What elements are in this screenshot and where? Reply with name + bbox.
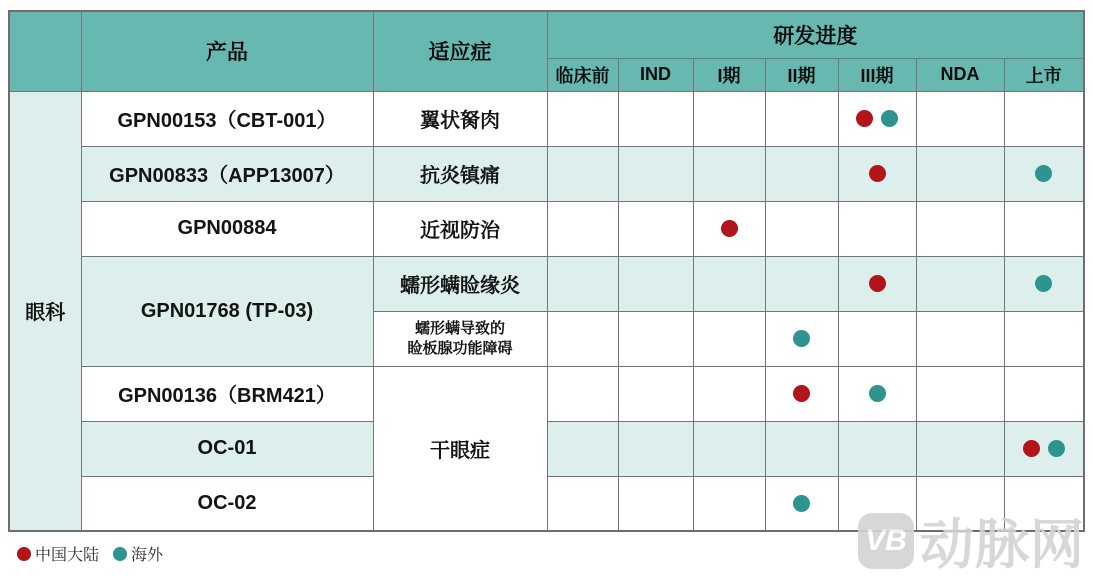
phase-cell — [765, 476, 838, 531]
phase-cell — [765, 366, 838, 421]
corner-cell — [9, 11, 81, 91]
phase-cell — [1004, 256, 1084, 311]
product-cell: GPN00136（BRM421） — [81, 366, 373, 421]
phase-cell — [618, 311, 693, 366]
vb-logo-text: VB — [865, 523, 907, 557]
overseas-dot — [1048, 440, 1065, 457]
indication-line-2: 睑板腺功能障碍 — [407, 339, 513, 357]
legend — [17, 542, 163, 565]
vb-logo-icon — [858, 513, 914, 569]
phase-header-phase1: I期 — [693, 58, 765, 91]
phase-cell — [693, 476, 765, 531]
overseas-dot — [1035, 165, 1052, 182]
phase-cell — [618, 476, 693, 531]
phase-cell — [547, 476, 618, 531]
table-row — [9, 256, 1084, 311]
table-row — [9, 366, 1084, 421]
product-cell: GPN00833（APP13007） — [81, 146, 373, 201]
phase-header-ind: IND — [618, 58, 693, 91]
pipeline-table — [8, 10, 1085, 532]
phase-cell — [618, 256, 693, 311]
phase-cell — [618, 421, 693, 476]
phase-cell — [618, 366, 693, 421]
watermark-text: 动脉网 — [920, 515, 1085, 575]
overseas-dot — [869, 385, 886, 402]
phase-header-nda: NDA — [916, 58, 1004, 91]
phase-cell — [838, 311, 916, 366]
phase-cell — [765, 256, 838, 311]
phase-cell — [693, 256, 765, 311]
phase-cell — [618, 146, 693, 201]
phase-header-phase3: III期 — [838, 58, 916, 91]
phase-cell — [693, 91, 765, 146]
indication-cell: 抗炎镇痛 — [373, 146, 547, 201]
indication-cell — [373, 311, 547, 366]
phase-cell — [916, 201, 1004, 256]
legend-item-mainland — [17, 542, 99, 565]
phase-cell — [838, 366, 916, 421]
phase-cell — [916, 146, 1004, 201]
phase-cell — [693, 366, 765, 421]
mainland-dot — [17, 547, 31, 561]
indication-cell: 干眼症 — [373, 366, 547, 531]
indication-cell: 近视防治 — [373, 201, 547, 256]
indication-cell: 蠕形螨睑缘炎 — [373, 256, 547, 311]
phase-header-phase2: II期 — [765, 58, 838, 91]
phase-cell — [547, 421, 618, 476]
phase-cell — [916, 91, 1004, 146]
table-row — [9, 201, 1084, 256]
table-row — [9, 421, 1084, 476]
phase-cell — [1004, 311, 1084, 366]
phase-cell — [693, 311, 765, 366]
phase-cell — [916, 366, 1004, 421]
product-cell: GPN00884 — [81, 201, 373, 256]
legend-label-overseas: 海外 — [131, 547, 164, 564]
header-row-main — [9, 11, 1084, 58]
phase-cell — [1004, 201, 1084, 256]
mainland-dot — [869, 275, 886, 292]
overseas-dot — [1035, 275, 1052, 292]
phase-cell — [916, 311, 1004, 366]
phase-cell — [838, 91, 916, 146]
product-cell: GPN01768 (TP-03) — [81, 256, 373, 366]
phase-cell — [618, 91, 693, 146]
phase-cell — [693, 146, 765, 201]
phase-cell — [765, 91, 838, 146]
indication-line-1: 蠕形螨导致的 — [414, 320, 505, 337]
phase-cell — [693, 421, 765, 476]
phase-cell — [838, 421, 916, 476]
phase-cell — [838, 201, 916, 256]
col-header-indication: 适应症 — [373, 11, 547, 91]
table-row — [9, 146, 1084, 201]
phase-cell — [547, 256, 618, 311]
legend-label-mainland: 中国大陆 — [35, 547, 100, 564]
product-cell: OC-01 — [81, 421, 373, 476]
phase-cell — [916, 421, 1004, 476]
phase-cell — [547, 311, 618, 366]
phase-cell — [765, 146, 838, 201]
mainland-dot — [856, 110, 873, 127]
phase-cell — [547, 146, 618, 201]
mainland-dot — [721, 220, 738, 237]
phase-cell — [1004, 366, 1084, 421]
phase-cell — [765, 311, 838, 366]
phase-cell — [547, 201, 618, 256]
phase-cell — [916, 256, 1004, 311]
phase-cell — [547, 366, 618, 421]
phase-cell — [618, 201, 693, 256]
phase-cell — [1004, 146, 1084, 201]
mainland-dot — [869, 165, 886, 182]
vb-dongmai-watermark — [858, 502, 1085, 576]
overseas-dot — [881, 110, 898, 127]
phase-cell — [765, 421, 838, 476]
overseas-dot — [113, 547, 127, 561]
indication-cell: 翼状胬肉 — [373, 91, 547, 146]
product-cell: OC-02 — [81, 476, 373, 531]
phase-cell — [1004, 91, 1084, 146]
category-cell: 眼科 — [9, 91, 81, 531]
overseas-dot — [793, 330, 810, 347]
overseas-dot — [793, 495, 810, 512]
mainland-dot — [1023, 440, 1040, 457]
mainland-dot — [793, 385, 810, 402]
col-header-product: 产品 — [81, 11, 373, 91]
phase-cell — [693, 201, 765, 256]
phase-cell — [1004, 421, 1084, 476]
col-header-progress: 研发进度 — [547, 11, 1084, 58]
product-cell: GPN00153（CBT-001） — [81, 91, 373, 146]
table-row — [9, 91, 1084, 146]
phase-cell — [838, 256, 916, 311]
phase-header-market: 上市 — [1004, 58, 1084, 91]
phase-cell — [838, 146, 916, 201]
legend-item-overseas — [113, 542, 163, 565]
phase-cell — [547, 91, 618, 146]
phase-cell — [765, 201, 838, 256]
phase-header-preclinical: 临床前 — [547, 58, 618, 91]
